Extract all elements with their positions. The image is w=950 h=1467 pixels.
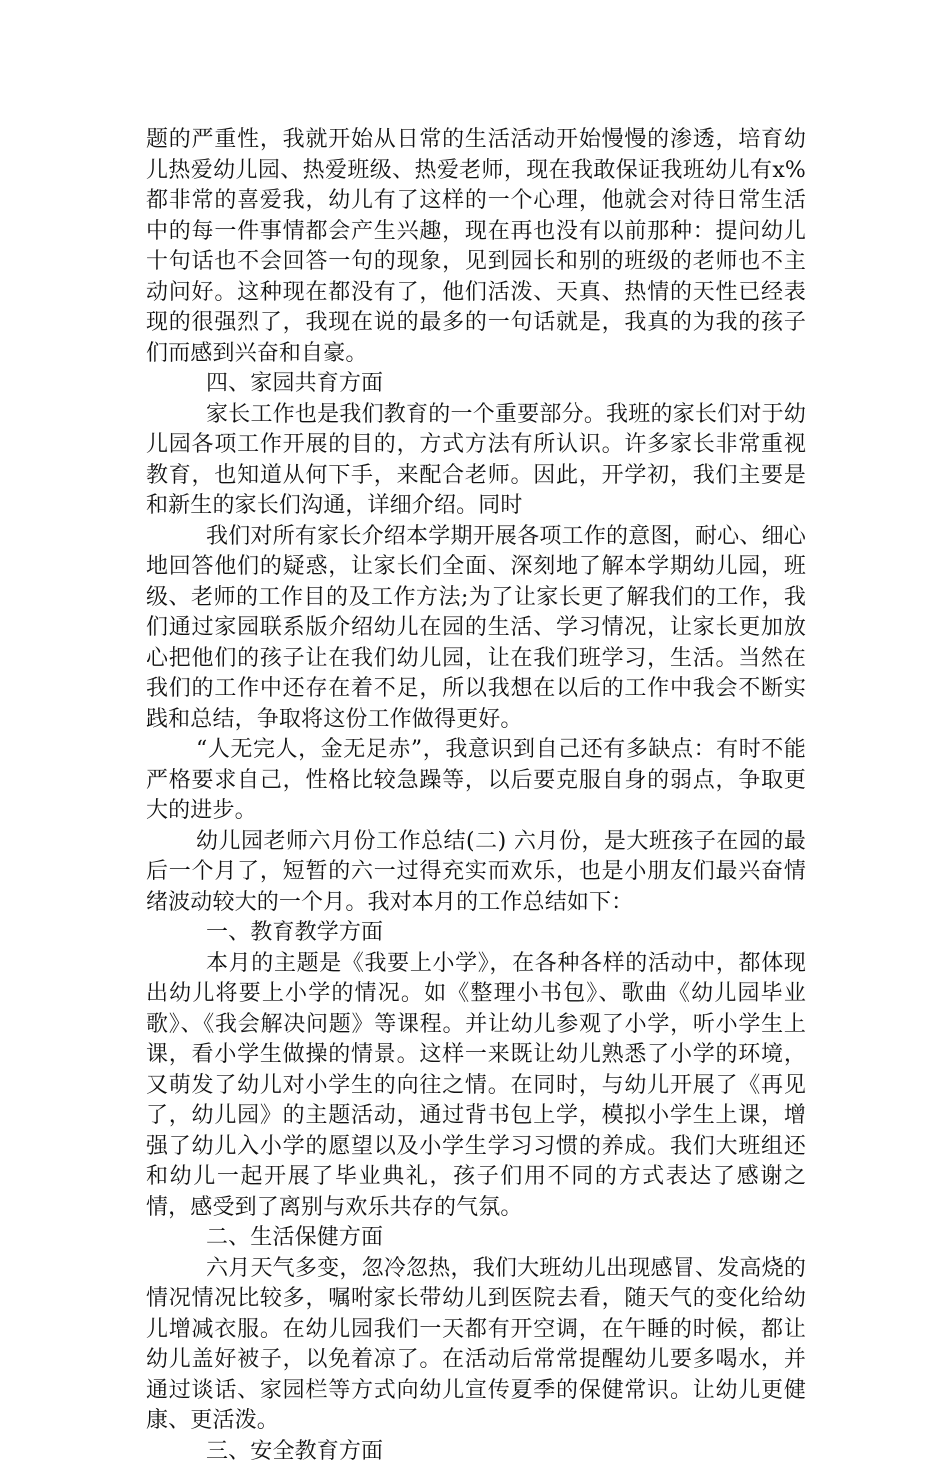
paragraph-education: 本月的主题是《我要上小学》，在各种各样的活动中，都体现出幼儿将要上小学的情况。如《整理小书包》、歌曲《幼儿园毕业歌》、《我会解决问题》等课程。并让幼儿参观了小学，听小学生上课，看小学生做操的情景。这样一来既让幼儿熟悉了小学的环境，又萌发了幼儿对小学生的向往之情。在同时，与幼儿开展了《再见了，幼儿园》的主题活动，通过背书包上学，模拟小学生上课，增强了幼儿入小学的愿望以及小学生学习习惯的养成。我们大班组还和幼儿一起开展了毕业典礼，孩子们用不同的方式表达了感谢之情，感受到了离别与欢乐共存的气氛。 xyxy=(146,949,806,1224)
section-heading-home-school: 四、家园共育方面 xyxy=(146,369,806,400)
section-heading-education: 一、教育教学方面 xyxy=(146,918,806,949)
paragraph-self-reflection: “人无完人，金无足赤”，我意识到自己还有多缺点：有时不能严格要求自己，性格比较急躁等，以后要克服自身的弱点，争取更大的进步。 xyxy=(146,735,806,827)
paragraph-parent-work: 家长工作也是我们教育的一个重要部分。我班的家长们对于幼儿园各项工作开展的目的，方式方法有所认识。许多家长非常重视教育，也知道从何下手，来配合老师。因此，开学初，我们主要是和新生的家长们沟通，详细介绍。同时 xyxy=(146,400,806,522)
section-heading-health: 二、生活保健方面 xyxy=(146,1223,806,1254)
section-heading-safety: 三、安全教育方面 xyxy=(146,1437,806,1467)
paragraph-parent-communication: 我们对所有家长介绍本学期开展各项工作的意图，耐心、细心地回答他们的疑惑，让家长们全面、深刻地了解本学期幼儿园，班级、老师的工作目的及工作方法;为了让家长更了解我们的工作，我们通过家园联系版介绍幼儿在园的生活、学习情况，让家长更加放心把他们的孩子让在我们幼儿园，让在我们班学习，生活。当然在我们的工作中还存在着不足，所以我想在以后的工作中我会不断实践和总结，争取将这份工作做得更好。 xyxy=(146,522,806,736)
paragraph-health: 六月天气多变，忽冷忽热，我们大班幼儿出现感冒、发高烧的情况情况比较多，嘱咐家长带幼儿到医院去看，随天气的变化给幼儿增减衣服。在幼儿园我们一天都有开空调，在午睡的时候，都让幼儿盖好被子，以免着凉了。在活动后常常提醒幼儿要多喝水，并通过谈话、家园栏等方式向幼儿宣传夏季的保健常识。让幼儿更健康、更活泼。 xyxy=(146,1254,806,1437)
paragraph-continuation: 题的严重性，我就开始从日常的生活活动开始慢慢的渗透，培育幼儿热爱幼儿园、热爱班级、热爱老师，现在我敢保证我班幼儿有x%都非常的喜爱我，幼儿有了这样的一个心理，他就会对待日常生活中的每一件事情都会产生兴趣，现在再也没有以前那种：提问幼儿十句话也不会回答一句的现象，见到园长和别的班级的老师也不主动问好。这种现在都没有了，他们活泼、天真、热情的天性已经表现的很强烈了，我现在说的最多的一句话就是，我真的为我的孩子们而感到兴奋和自豪。 xyxy=(146,125,806,369)
document-body xyxy=(146,125,806,1467)
paragraph-june-summary-intro: 幼儿园老师六月份工作总结(二) 六月份，是大班孩子在园的最后一个月了，短暂的六一过得充实而欢乐，也是小朋友们最兴奋情绪波动较大的一个月。我对本月的工作总结如下： xyxy=(146,827,806,919)
